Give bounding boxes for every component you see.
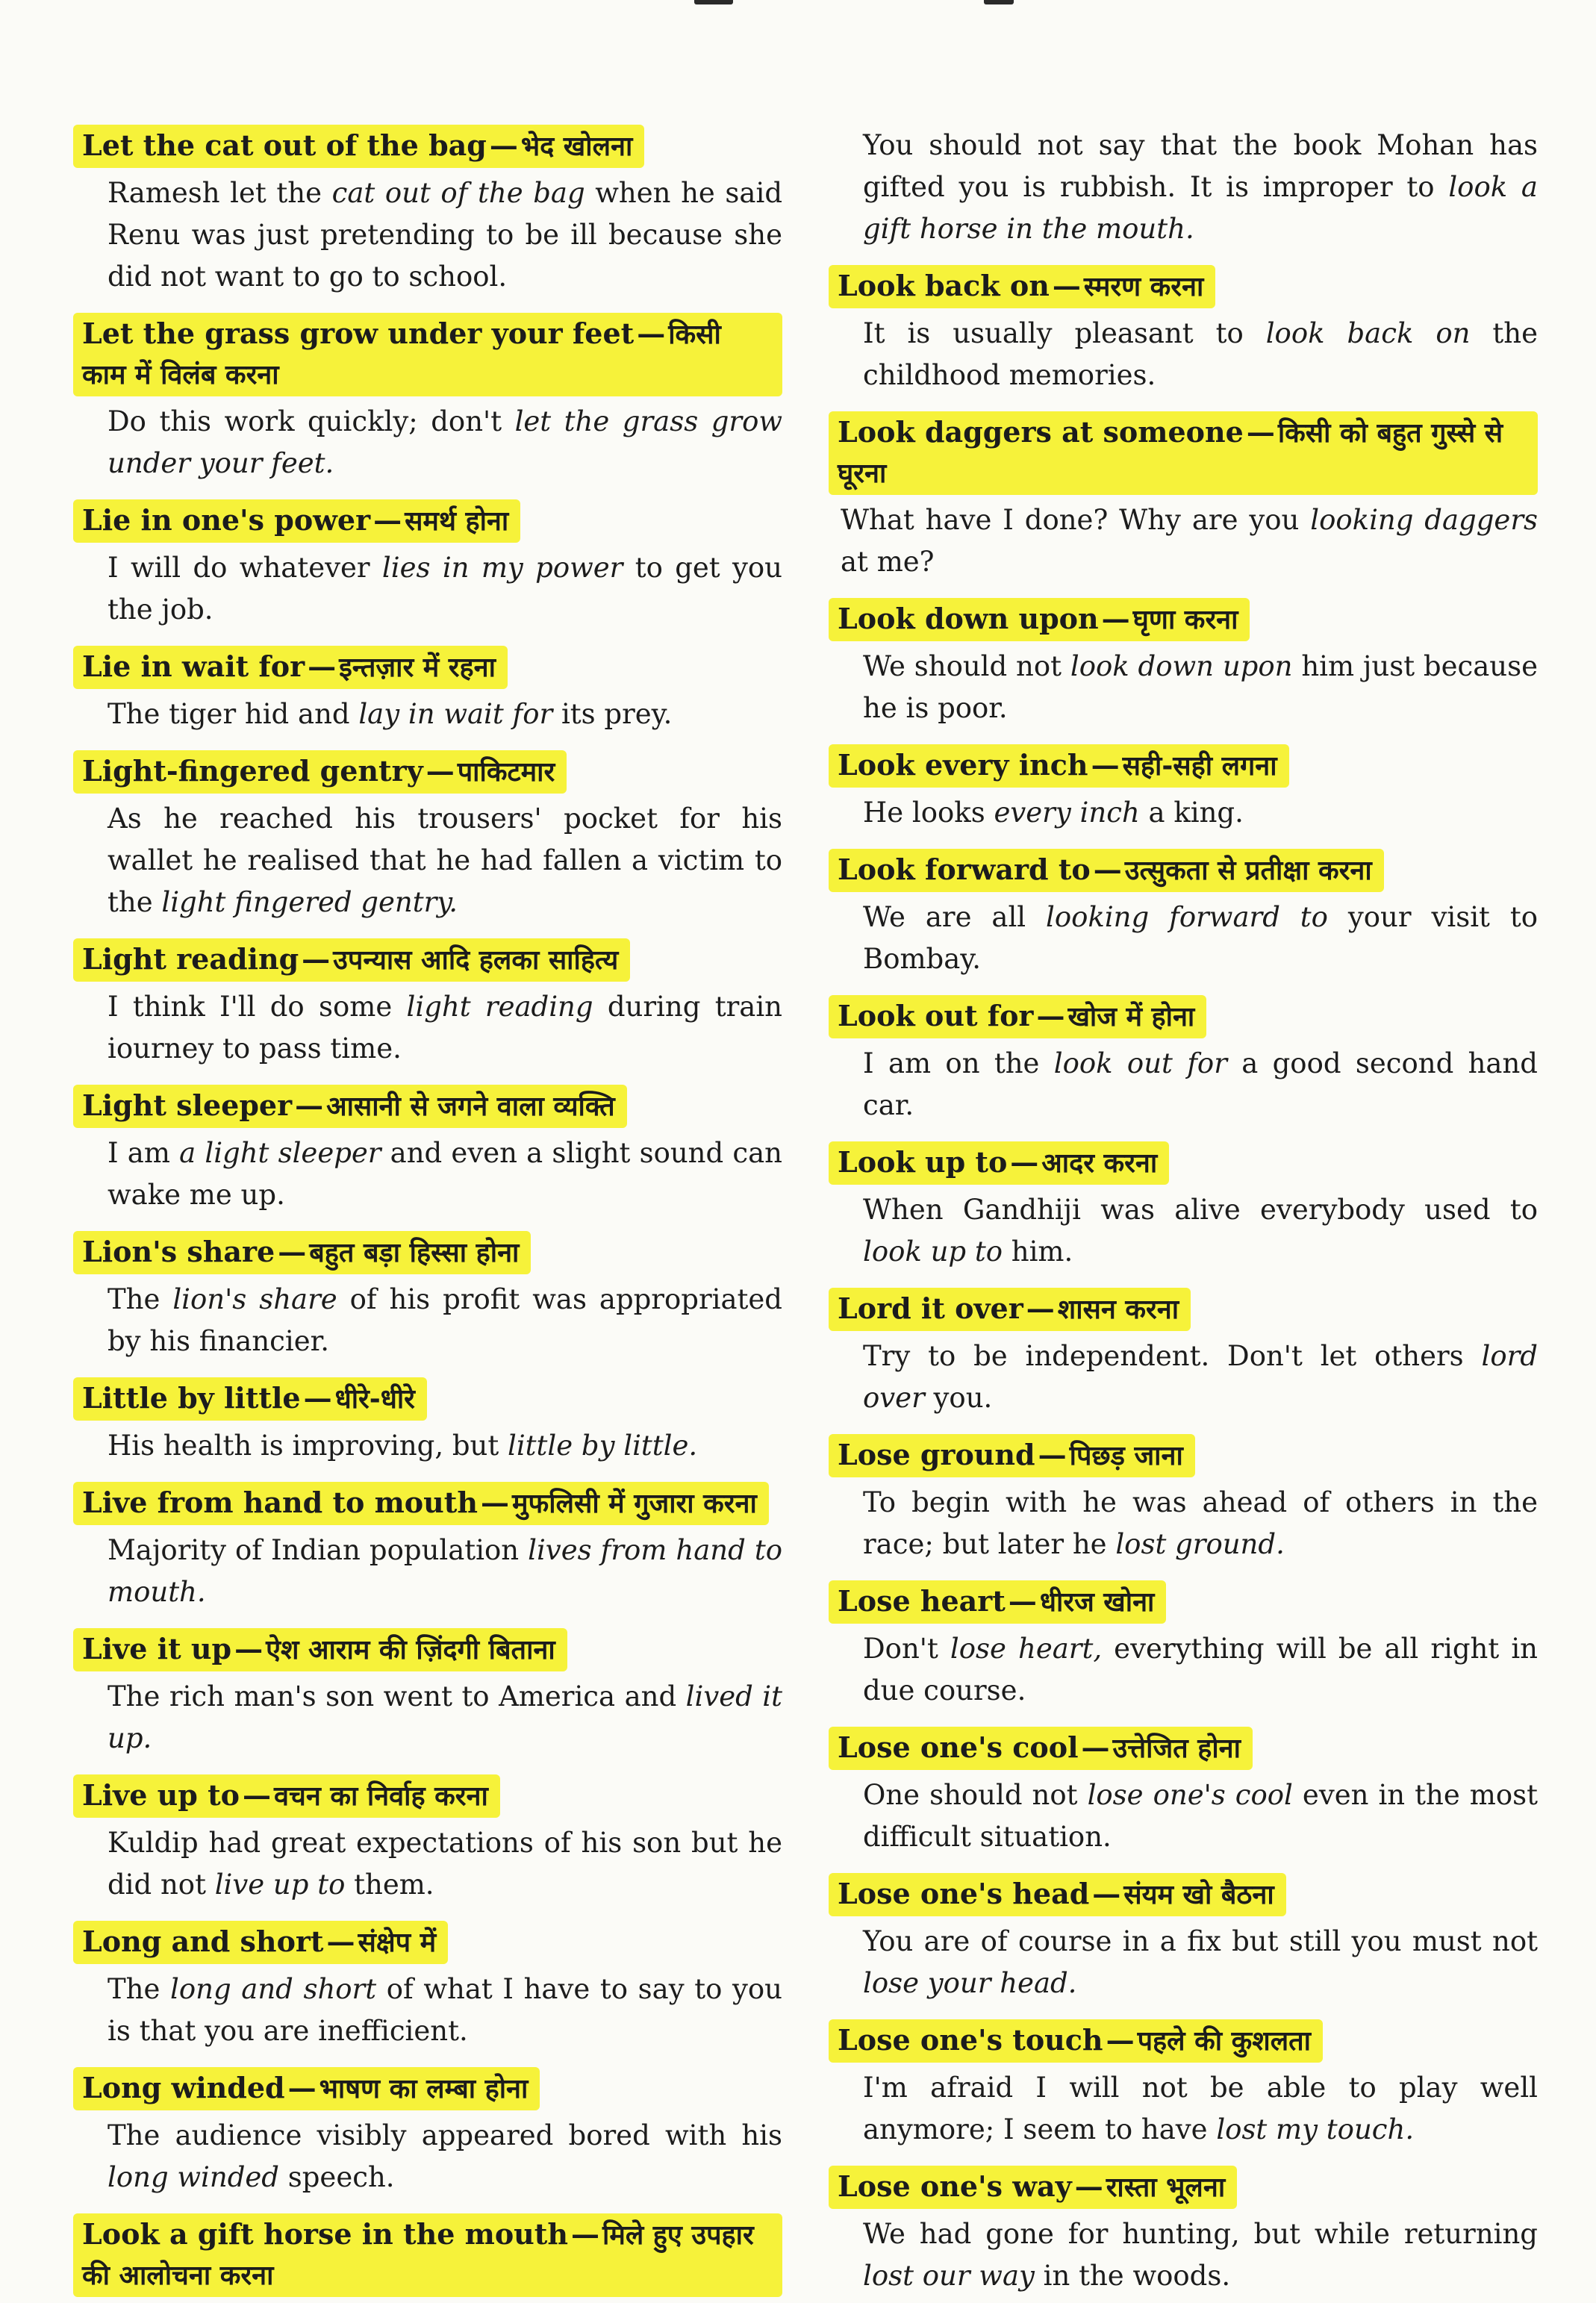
- idiom-entry: [836, 1571, 1538, 1712]
- idiom-usage: let the grass grow under your feet.: [107, 405, 783, 479]
- idiom-usage: look up to: [863, 1235, 1003, 1268]
- idiom-entry: [81, 929, 782, 1070]
- hindi-meaning: खोज में होना: [1067, 1002, 1195, 1032]
- em-dash: —: [637, 317, 666, 350]
- idiom-heading: [73, 1921, 448, 1964]
- idiom-heading: [829, 2019, 1323, 2063]
- idiom-usage: a light sleeper: [179, 1137, 381, 1169]
- hindi-meaning: संयम खो बैठना: [1123, 1880, 1274, 1910]
- idiom-term: Lose heart: [838, 1584, 1006, 1618]
- hindi-meaning: स्मरण करना: [1083, 272, 1204, 302]
- em-dash: —: [1092, 1877, 1121, 1910]
- idiom-usage: looking forward to: [1046, 901, 1328, 933]
- idiom-term: Light-fingered gentry: [82, 754, 423, 788]
- idiom-example: We had gone for hunting, but while returning lost our way in the woods.: [863, 2218, 1538, 2292]
- hindi-meaning: पहले की कुशलता: [1137, 2026, 1311, 2057]
- top-edge-mark: [984, 0, 1014, 4]
- idiom-example: One should not lose one's cool even in the most difficult situation.: [863, 1779, 1538, 1853]
- idiom-example: The tiger hid and lay in wait for its prey.: [107, 698, 673, 730]
- idiom-example: His health is improving, but little by little.: [107, 1430, 698, 1462]
- idiom-entry: [836, 2010, 1538, 2151]
- idiom-example: Ramesh let the cat out of the bag when he said Renu was just pretending to be ill because she did not want to go to school.: [107, 177, 782, 293]
- em-dash: —: [1106, 2023, 1135, 2057]
- idiom-heading: [73, 1774, 500, 1818]
- idiom-term: Lose one's way: [838, 2169, 1072, 2203]
- idiom-term: Live it up: [82, 1632, 232, 1665]
- em-dash: —: [326, 1925, 355, 1958]
- em-dash: —: [1052, 269, 1081, 302]
- idiom-example: The audience visibly appeared bored with his long winded speech.: [107, 2119, 782, 2193]
- hindi-meaning: संक्षेप में: [358, 1928, 437, 1958]
- idiom-term: Look back on: [838, 269, 1050, 302]
- idiom-term: Little by little: [82, 1381, 301, 1415]
- idiom-example: As he reached his trousers' pocket for his wallet he realised that he had fallen a victim to the light fingered gentry.: [107, 803, 782, 918]
- idiom-entry: [836, 986, 1538, 1126]
- idiom-usage: live up to: [214, 1869, 346, 1901]
- idiom-example: When Gandhiji was alive everybody used to look up to him.: [863, 1194, 1538, 1268]
- em-dash: —: [571, 2217, 599, 2251]
- idiom-entry: [81, 741, 782, 923]
- idiom-heading: [829, 1873, 1286, 1916]
- hindi-meaning: बहुत बड़ा हिस्सा होना: [309, 1238, 520, 1268]
- idiom-example: The long and short of what I have to say to you is that you are inefficient.: [107, 1973, 783, 2047]
- idiom-example: You are of course in a fix but still you must not lose your head.: [863, 1925, 1538, 1999]
- idiom-heading: [73, 1377, 427, 1421]
- idiom-usage: lost our way: [863, 2260, 1035, 2292]
- idiom-heading: [73, 646, 508, 689]
- em-dash: —: [1074, 2169, 1103, 2203]
- idiom-term: Look every inch: [838, 748, 1088, 782]
- idiom-term: Live from hand to mouth: [82, 1486, 478, 1519]
- idiom-example: It is usually pleasant to look back on the childhood memories.: [863, 317, 1538, 391]
- idiom-example: What have I done? Why are you looking daggers at me?: [841, 504, 1538, 578]
- idiom-usage: lies in my power: [381, 552, 623, 584]
- em-dash: —: [480, 1486, 509, 1519]
- em-dash: —: [1026, 1291, 1055, 1325]
- hindi-meaning: उत्तेजित होना: [1112, 1733, 1241, 1764]
- idiom-heading: [829, 995, 1206, 1038]
- hindi-meaning: उपन्यास आदि हलका साहित्य: [333, 945, 619, 976]
- left-column: [81, 116, 782, 2302]
- idiom-entry: [81, 1473, 782, 1613]
- idiom-entry: [836, 256, 1538, 396]
- hindi-meaning: इन्तज़ार में रहना: [339, 652, 496, 683]
- idiom-term: Long winded: [82, 2071, 285, 2104]
- idiom-term: Lord it over: [838, 1291, 1023, 1325]
- idiom-example: He looks every inch a king.: [863, 797, 1244, 829]
- idiom-term: Lion's share: [82, 1235, 275, 1268]
- idiom-heading: [829, 265, 1215, 308]
- hindi-meaning: पाकिटमार: [457, 757, 555, 788]
- idiom-term: Let the cat out of the bag: [82, 128, 487, 162]
- em-dash: —: [242, 1778, 271, 1812]
- idiom-term: Lose one's touch: [838, 2023, 1103, 2057]
- hindi-meaning: पिछड़ जाना: [1069, 1441, 1183, 1471]
- hindi-meaning: समर्थ होना: [405, 506, 509, 537]
- hindi-meaning: सही-सही लगना: [1122, 751, 1277, 782]
- idiom-entry: [81, 116, 782, 298]
- idiom-entry: [836, 589, 1538, 729]
- idiom-heading: [73, 1628, 567, 1671]
- em-dash: —: [1101, 602, 1130, 635]
- idiom-heading: [829, 1434, 1195, 1477]
- idiom-usage: lay in wait for: [358, 698, 553, 730]
- idiom-example: Try to be independent. Don't let others lord over you.: [863, 1340, 1538, 1414]
- idiom-usage: look a gift horse in the mouth.: [863, 171, 1538, 245]
- idiom-usage: every inch: [994, 797, 1140, 829]
- hindi-meaning: किसी को बहुत गुस्से से घूरना: [838, 418, 1503, 489]
- idiom-entry: [836, 735, 1538, 834]
- idiom-usage: looking daggers: [1310, 504, 1538, 536]
- idiom-entry: [81, 1368, 782, 1467]
- idiom-term: Look down upon: [838, 602, 1099, 635]
- hindi-meaning: मिले हुए उपहार की आलोचना करना: [82, 2220, 754, 2291]
- idiom-heading: [73, 125, 644, 168]
- idiom-example: I am a light sleeper and even a slight sound can wake me up.: [107, 1137, 782, 1211]
- hindi-meaning: रास्ता भूलना: [1106, 2172, 1226, 2203]
- idiom-term: Look a gift horse in the mouth: [82, 2217, 568, 2251]
- idiom-heading: [73, 750, 567, 794]
- idiom-term: Lie in wait for: [82, 649, 305, 683]
- continued-example: You should not say that the book Mohan has gifted you is rubbish. It is improper to look a gift horse in the mouth.: [863, 129, 1538, 245]
- em-dash: —: [1036, 999, 1065, 1032]
- hindi-meaning: शासन करना: [1057, 1294, 1179, 1325]
- idiom-entry: [836, 840, 1538, 980]
- idiom-heading: [73, 313, 782, 396]
- idiom-example: Kuldip had great expectations of his son but he did not live up to them.: [107, 1827, 782, 1901]
- idiom-heading: [829, 2166, 1237, 2209]
- idiom-example: To begin with he was ahead of others in the race; but later he lost ground.: [863, 1486, 1538, 1560]
- em-dash: —: [1081, 1730, 1110, 1764]
- idiom-usage: lost ground.: [1115, 1528, 1285, 1560]
- em-dash: —: [234, 1632, 264, 1665]
- em-dash: —: [489, 128, 518, 162]
- idiom-entry: [836, 2157, 1538, 2297]
- idiom-term: Lie in one's power: [82, 503, 371, 537]
- idiom-heading: [829, 744, 1289, 788]
- idiom-entry: [81, 1619, 782, 1760]
- idiom-example: I will do whatever lies in my power to get you the job.: [107, 552, 783, 626]
- idiom-entry: [836, 402, 1538, 583]
- idiom-usage: long winded: [107, 2161, 279, 2193]
- idiom-entry: [81, 1766, 782, 1906]
- idiom-usage: cat out of the bag: [331, 177, 585, 209]
- idiom-heading: [73, 1482, 769, 1525]
- idiom-heading: [829, 598, 1250, 641]
- idiom-example: I'm afraid I will not be able to play well anymore; I seem to have lost my touch.: [863, 2072, 1538, 2145]
- em-dash: —: [1010, 1145, 1039, 1179]
- idiom-entry: [81, 2204, 782, 2302]
- idiom-usage: lose heart,: [950, 1633, 1103, 1665]
- idiom-example: The lion's share of his profit was appropriated by his financier.: [107, 1283, 782, 1357]
- idiom-term: Light reading: [82, 942, 299, 976]
- idiom-heading: [73, 938, 630, 982]
- em-dash: —: [1038, 1438, 1067, 1471]
- idiom-usage: lived it up.: [107, 1680, 783, 1754]
- idiom-usage: lives from hand to mouth.: [107, 1534, 782, 1608]
- hindi-meaning: ऐश आराम की ज़िंदगी बिताना: [266, 1635, 555, 1665]
- idiom-term: Live up to: [82, 1778, 240, 1812]
- idiom-entry: [836, 1132, 1538, 1273]
- idiom-heading: [829, 849, 1384, 892]
- idiom-usage: long and short: [170, 1973, 377, 2005]
- idiom-usage: lose one's cool: [1087, 1779, 1293, 1811]
- idiom-example: We are all looking forward to your visit to Bombay.: [863, 901, 1538, 975]
- idiom-usage: light fingered gentry.: [161, 886, 458, 918]
- hindi-meaning: किसी काम में विलंब करना: [82, 320, 721, 390]
- em-dash: —: [373, 503, 402, 537]
- idiom-entry: [81, 637, 782, 735]
- em-dash: —: [303, 1381, 332, 1415]
- idiom-example: We should not look down upon him just because he is poor.: [863, 650, 1538, 724]
- top-edge-mark: [694, 0, 733, 4]
- hindi-meaning: भाषण का लम्बा होना: [319, 2074, 529, 2104]
- hindi-meaning: आसानी से जगने वाला व्यक्ति: [326, 1091, 615, 1122]
- idiom-entry: [836, 1425, 1538, 1565]
- hindi-meaning: धीरज खोना: [1039, 1587, 1155, 1618]
- idiom-heading: [73, 2213, 782, 2297]
- em-dash: —: [1008, 1584, 1037, 1618]
- idiom-term: Lose one's cool: [838, 1730, 1079, 1764]
- idiom-heading: [829, 411, 1538, 495]
- idiom-term: Let the grass grow under your feet: [82, 317, 635, 350]
- idiom-heading: [829, 1288, 1191, 1331]
- em-dash: —: [1093, 853, 1122, 886]
- idiom-term: Look up to: [838, 1145, 1008, 1179]
- idiom-example: The rich man's son went to America and lived it up.: [107, 1680, 783, 1754]
- idiom-entry: [81, 1076, 782, 1216]
- em-dash: —: [302, 942, 331, 976]
- hindi-meaning: घृणा करना: [1132, 605, 1238, 635]
- hindi-meaning: वचन का निर्वाह करना: [273, 1781, 488, 1812]
- idiom-entry: [81, 304, 782, 484]
- em-dash: —: [278, 1235, 307, 1268]
- idiom-heading: [73, 1085, 627, 1128]
- em-dash: —: [287, 2071, 317, 2104]
- idiom-term: Look out for: [838, 999, 1034, 1032]
- idiom-term: Look daggers at someone: [838, 415, 1244, 449]
- hindi-meaning: आदर करना: [1041, 1148, 1158, 1179]
- idiom-heading: [73, 499, 520, 543]
- idiom-usage: lord over: [863, 1340, 1538, 1414]
- idiom-usage: lose your head.: [863, 1967, 1077, 1999]
- hindi-meaning: मुफलिसी में गुजारा करना: [511, 1489, 757, 1519]
- idiom-usage: look back on: [1265, 317, 1471, 349]
- idiom-term: Long and short: [82, 1925, 324, 1958]
- idiom-entry: [836, 1864, 1538, 2004]
- idiom-usage: little by little.: [508, 1430, 698, 1462]
- em-dash: —: [295, 1088, 324, 1122]
- idiom-heading: [829, 1727, 1253, 1770]
- idiom-usage: look down upon: [1070, 650, 1293, 682]
- idiom-heading: [73, 1231, 531, 1274]
- idiom-heading: [73, 2067, 540, 2110]
- idiom-usage: lost my touch.: [1216, 2113, 1415, 2145]
- idiom-usage: lion's share: [172, 1283, 337, 1315]
- hindi-meaning: भेद खोलना: [520, 131, 633, 162]
- idiom-entry: [836, 1279, 1538, 1419]
- idiom-usage: look out for: [1053, 1047, 1227, 1079]
- em-dash: —: [1091, 748, 1120, 782]
- em-dash: —: [426, 754, 455, 788]
- idiom-term: Light sleeper: [82, 1088, 293, 1122]
- idiom-entry: [81, 2058, 782, 2198]
- idiom-example: Majority of Indian population lives from hand to mouth.: [107, 1534, 782, 1608]
- idiom-example: Don't lose heart, everything will be all right in due course.: [863, 1633, 1538, 1707]
- idiom-entry: [81, 1222, 782, 1362]
- idiom-term: Look forward to: [838, 853, 1091, 886]
- idiom-entry: [81, 490, 782, 631]
- idiom-example: I think I'll do some light reading during train iourney to pass time.: [107, 991, 782, 1065]
- idiom-usage: light reading: [406, 991, 593, 1023]
- idiom-term: Lose ground: [838, 1438, 1035, 1471]
- idiom-heading: [829, 1141, 1169, 1185]
- em-dash: —: [1246, 415, 1275, 449]
- idiom-entry: [81, 1912, 782, 2052]
- idiom-heading: [829, 1580, 1166, 1624]
- right-column: [836, 116, 1538, 2303]
- idiom-example: Do this work quickly; don't let the grass grow under your feet.: [107, 405, 783, 479]
- idiom-entry: [836, 1718, 1538, 1858]
- idiom-example: I am on the look out for a good second hand car.: [863, 1047, 1538, 1121]
- em-dash: —: [308, 649, 337, 683]
- hindi-meaning: धीरे-धीरे: [334, 1384, 415, 1415]
- hindi-meaning: उत्सुकता से प्रतीक्षा करना: [1124, 856, 1372, 886]
- idiom-term: Lose one's head: [838, 1877, 1090, 1910]
